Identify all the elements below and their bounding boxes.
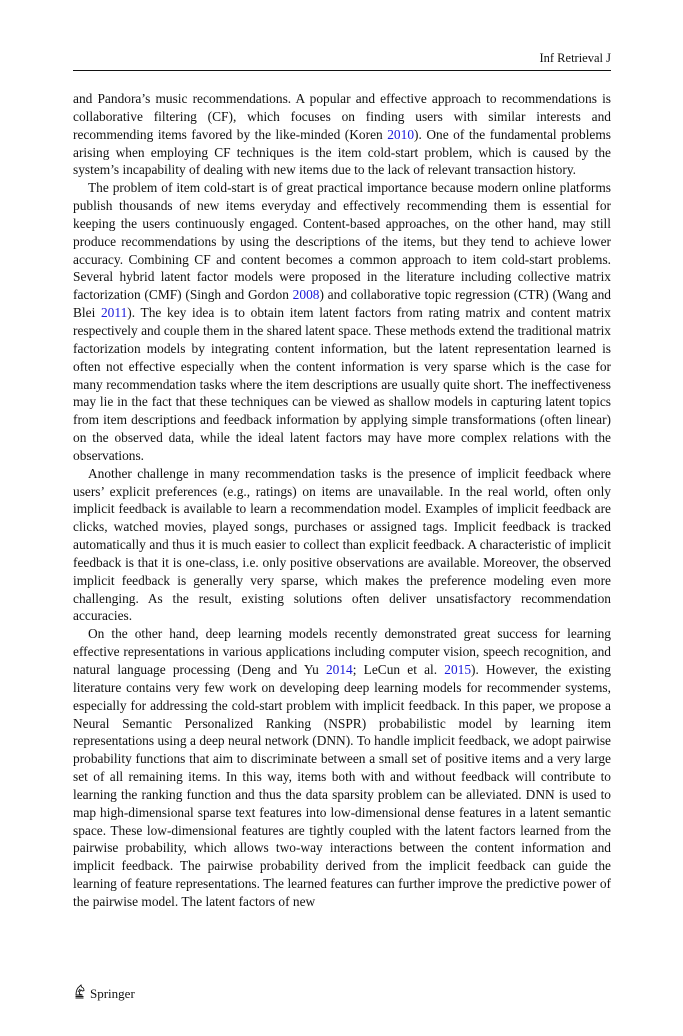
running-head: Inf Retrieval J [539, 51, 611, 65]
body-text [73, 90, 611, 911]
publisher-footer [73, 984, 135, 1003]
citation-link[interactable]: 2015 [444, 662, 472, 677]
paragraph-text: ). One of the fundamental problems arising when employing CF techniques is the item cold-start problem, which is caused by the system’s incapability of dealing with new items due to the lack of relevant transaction history. [73, 126, 611, 178]
citation-link[interactable]: 2014 [325, 662, 353, 677]
header-rule [73, 70, 611, 71]
paragraph-text: On the other hand, deep learning models recently demonstrated great success for learning effective representations in various applications including computer vision, speech recognition, and natural language processing (Deng and Yu [73, 626, 611, 677]
paragraph-text: ). However, the existing literature contains very few work on developing deep learning models for recommender systems, especially for addressing the cold-start problem with implicit feedback. In this paper, we propose a Neural Semantic Personalized Ranking (NSPR) probabilistic model by learning item representations using a deep neural network (DNN). To handle implicit feedback, we adopt pairwise probability functions that aim to discriminate between a small set of positive items and a very large set of all remaining items. In this way, items both with and without feedback will contribute to learning the ranking function and thus the data sparsity problem can be alleviated. DNN is used to map high-dimensional sparse text features into low-dimensional dense features in a latent semantic space. These low-dimensional features are tightly coupled with the latent factors learned from the pairwise probability, which allows two-way interactions between the content information and implicit feedback. The pairwise probability derived from the implicit feedback can guide the learning of feature representations. The learned features can further improve the predictive power of the pairwise model. The latent factors of new [73, 662, 612, 909]
citation-link[interactable]: 2008 [292, 287, 320, 303]
citation-link[interactable]: 2011 [100, 305, 128, 321]
paragraph-text: and Pandora’s music recommendations. A popular and effective approach to recommendations is collaborative filtering (CF), which focuses on finding users with similar interests and recommending items favored by the like-minded (Koren [73, 91, 611, 142]
paragraph [73, 625, 611, 911]
paragraph-text: ) and collaborative topic regression (CTR) (Wang and Blei [73, 287, 611, 321]
paragraph-text: Another challenge in many recommendation tasks is the presence of implicit feedback where users’ explicit preferences (e.g., ratings) on items are unavailable. In the real world, often only implicit feedback is available to learn a recommendation model. Examples of implicit feedback are clicks, watched movies, played songs, purchases or assigned tags. Implicit feedback is tracked automatically and thus it is much easier to collect than explicit feedback. A characteristic of implicit feedback is that it is one-class, i.e. only positive observations are available. Moreover, the observed implicit feedback is generally very sparse, which makes the preference modeling even more challenging. As the result, existing solutions often deliver unsatisfactory recommendation accuracies. [73, 465, 611, 624]
paragraph-text: The problem of item cold-start is of great practical importance because modern online platforms publish thousands of new items everyday and effectively recommending them is essential for keeping the users continuously engaged. Content-based approaches, on the other hand, may still produce recommendations by using the descriptions of the items, but they tend to achieve lower accuracy. Combining CF and content becomes a common approach to item cold-start problems. Several hybrid latent factor models were proposed in the literature including collective matrix factorization (CMF) (Singh and Gordon [73, 180, 611, 303]
paragraph [73, 465, 611, 626]
citation-link[interactable]: 2010 [387, 126, 415, 142]
springer-horse-icon [73, 984, 86, 1003]
paragraph [73, 90, 611, 179]
paragraph-text: ; LeCun et al. [352, 662, 445, 677]
paragraph [73, 179, 611, 465]
publisher-name: Springer [90, 985, 135, 1001]
paragraph-text: ). The key idea is to obtain item latent factors from rating matrix and content matrix respectively and couple them in the shared latent space. These methods extend the traditional matrix factorization models by integrating content information, but the latent representation learned is often not effective especially when the content information is very sparse which is the case for many recommendation tasks where the item descriptions are usually quite short. The ineffectiveness may lie in the fact that these techniques can be viewed as shallow models in capturing latent topics from item descriptions and feedback information by applying simple transformations (often linear) on the observed data, while the ideal latent factors may have more complex relations with the observations. [73, 305, 611, 463]
